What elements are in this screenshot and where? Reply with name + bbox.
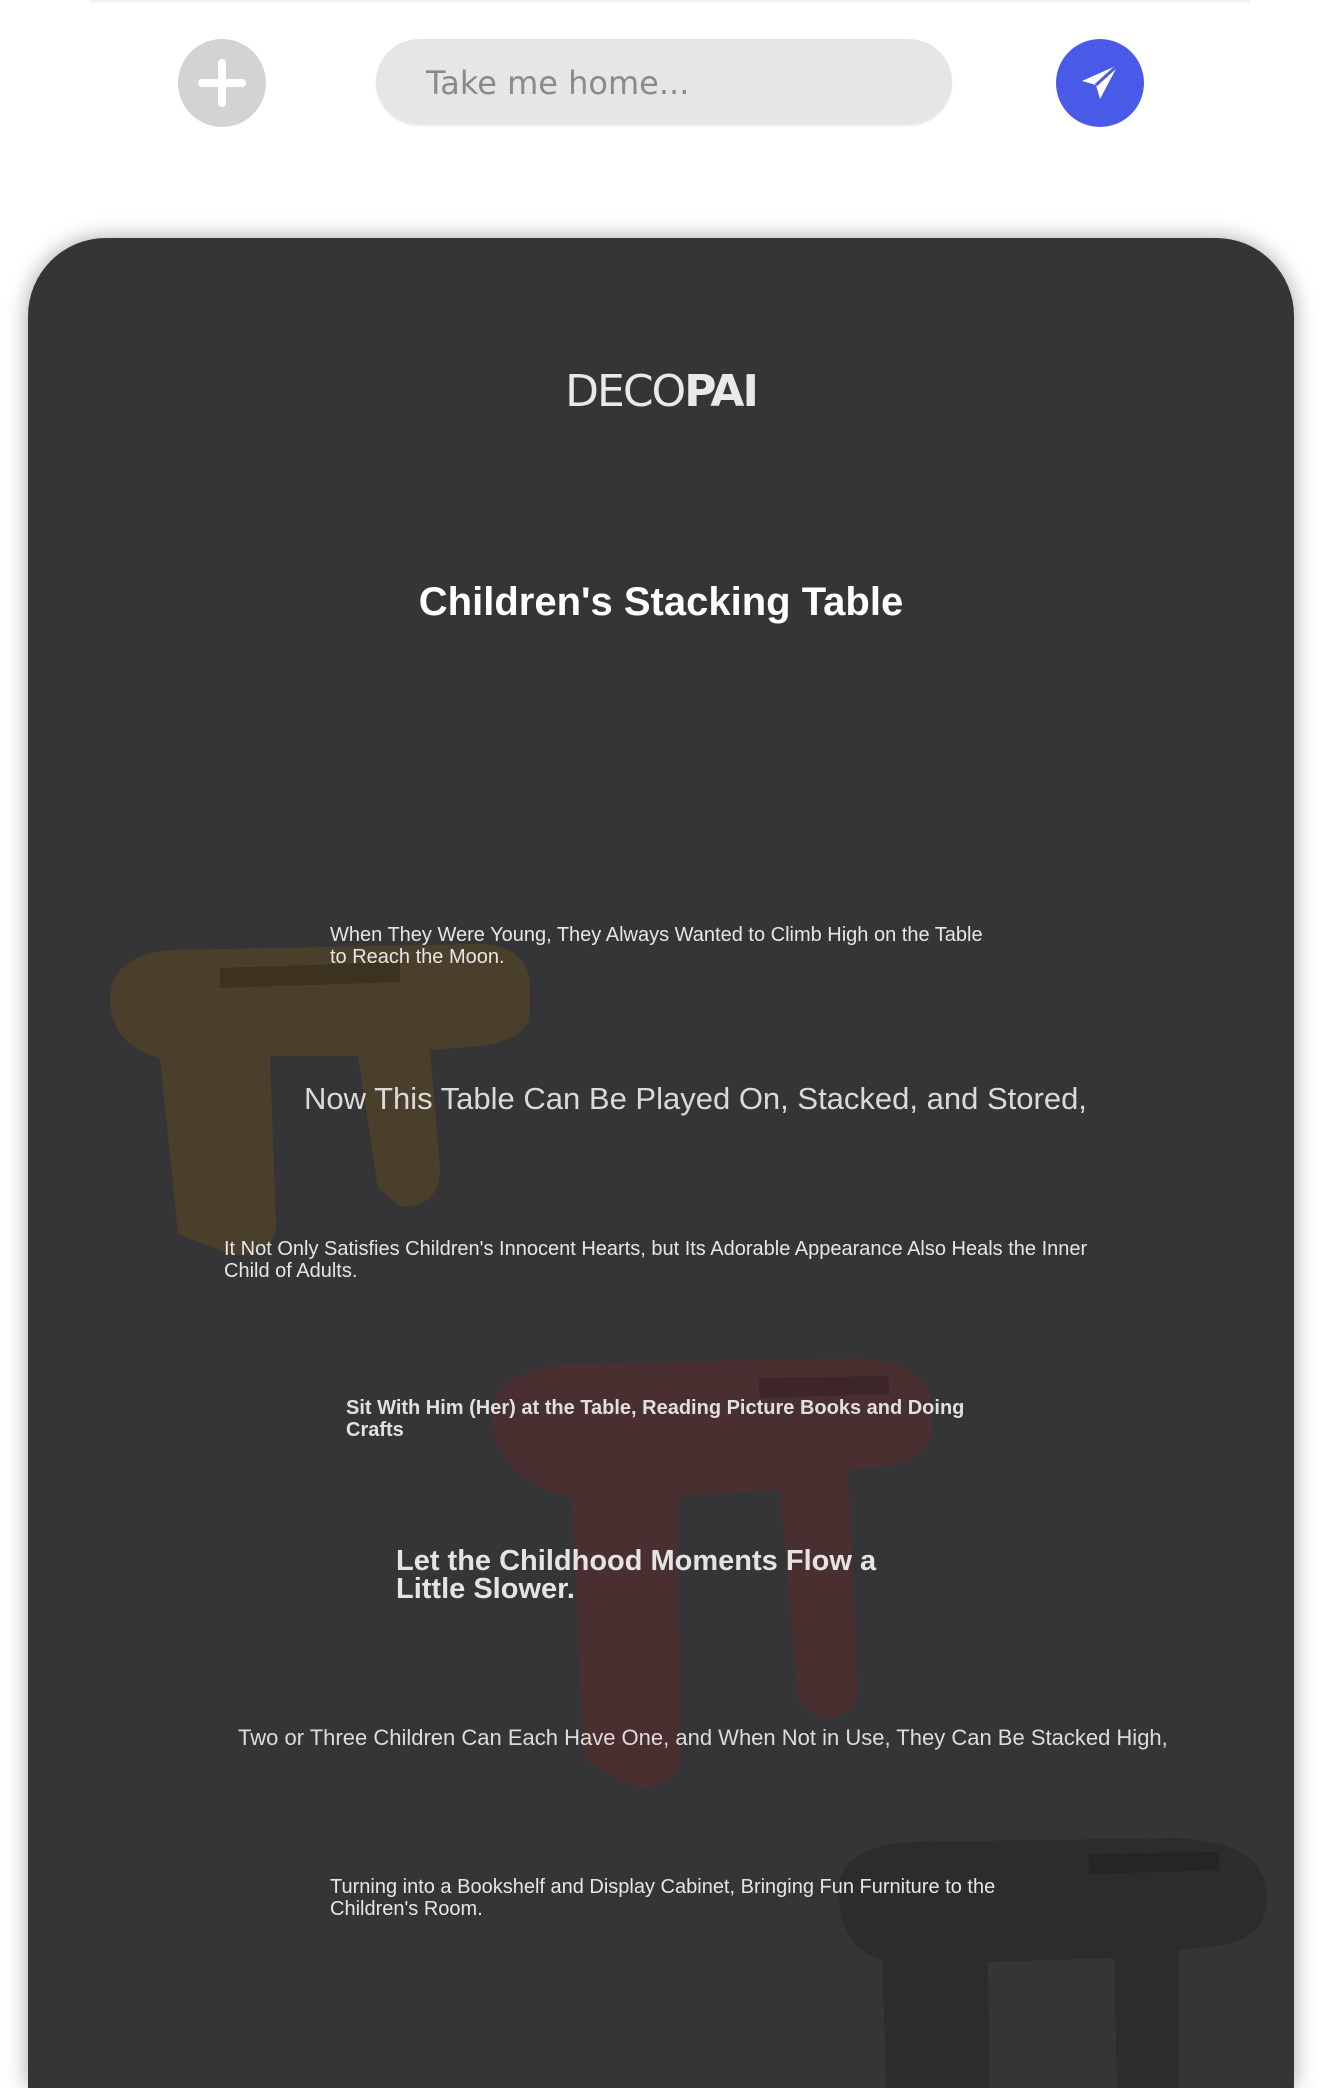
add-button[interactable] <box>178 39 266 127</box>
plus-icon <box>194 55 250 111</box>
description-line: It Not Only Satisfies Children's Innocent Hearts, but Its Adorable Appearance Also Heals the Inner Child of Adults. <box>224 1238 1088 1282</box>
description-line: Now This Table Can Be Played On, Stacked, and Stored, <box>304 1081 1087 1116</box>
description-line: Sit With Him (Her) at the Table, Reading Picture Books and Doing Crafts <box>346 1397 965 1441</box>
input-bar <box>0 0 1322 170</box>
paper-plane-icon <box>1076 59 1124 107</box>
description-heading: Let the Childhood Moments Flow a Little Slower. <box>396 1545 877 1605</box>
stool-image-3 <box>818 1830 1294 2088</box>
description-line: When They Were Young, They Always Wanted to Climb High on the Table to Reach the Moon. <box>330 924 983 968</box>
description-line: Two or Three Children Can Each Have One, and When Not in Use, They Can Be Stacked High, <box>238 1725 1168 1750</box>
product-card <box>28 238 1294 2088</box>
search-field[interactable] <box>376 39 952 125</box>
logo-text-light: DECO <box>565 366 685 417</box>
description-line: Turning into a Bookshelf and Display Cabinet, Bringing Fun Furniture to the Children's Room. <box>330 1876 996 1920</box>
search-input[interactable] <box>424 39 928 127</box>
send-button[interactable] <box>1056 39 1144 127</box>
product-title: Children's Stacking Table <box>418 580 904 624</box>
brand-logo <box>28 366 1294 417</box>
logo-text-bold: PAI <box>684 366 757 417</box>
